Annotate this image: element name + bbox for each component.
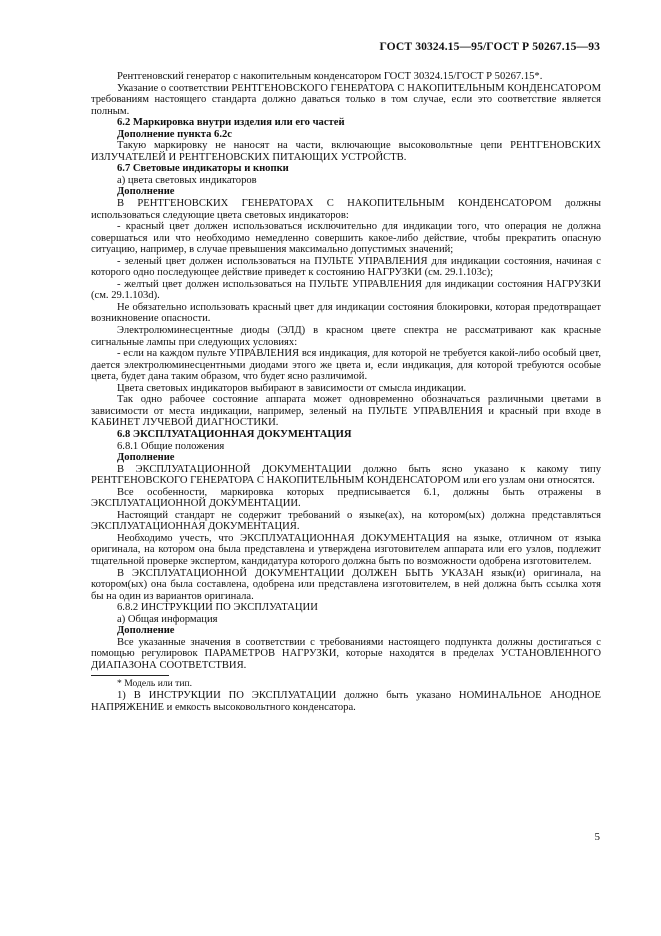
page-number: 5 [594, 831, 600, 843]
paragraph: Такую маркировку не наносят на части, включающие высоковольтные цепи РЕНТГЕНОВСКИХ ИЗЛУЧАТЕЛЕЙ И РЕНТГЕНОВСКИХ ПИТАЮЩИХ УСТРОЙСТВ. [91, 140, 601, 163]
paragraph: Рентгеновский генератор с накопительным конденсатором ГОСТ 30324.15/ГОСТ Р 50267.15*. [117, 71, 543, 82]
paragraph: 1) В ИНСТРУКЦИИ ПО ЭКСПЛУАТАЦИИ должно быть указано НОМИНАЛЬНОЕ АНОДНОЕ НАПРЯЖЕНИЕ и емкость высоковольтного конденсатора. [91, 689, 601, 713]
paragraph: Указание о соответствии РЕНТГЕНОВСКОГО ГЕНЕРАТОРА С НАКОПИТЕЛЬНЫМ КОНДЕНСАТОРОМ требованиям настоящего стандарта должно даваться только в том случае, если это соответствие является полным. [91, 82, 601, 117]
paragraph: В РЕНТГЕНОВСКИХ ГЕНЕРАТОРАХ С НАКОПИТЕЛЬНЫМ КОНДЕНСАТОРОМ должны использоваться следующие цвета световых индикаторов: [91, 198, 601, 221]
list-item: - желтый цвет должен использоваться на ПУЛЬТЕ УПРАВЛЕНИЯ для индикации состояния НАГРУЗКИ (см. 29.1.103d). [91, 278, 601, 302]
paragraph: Необходимо учесть, что ЭКСПЛУАТАЦИОННАЯ ДОКУМЕНТАЦИЯ на языке, отличном от языка оригинала, на котором она была представлена и утверждена изготовителем аппарата или его узлов, подлежит тщательной проверке экспертом, кандидатура которого должна быть по возможности одобрена изготовителем. [91, 532, 601, 567]
list-item: - зеленый цвет должен использоваться на ПУЛЬТЕ УПРАВЛЕНИЯ для индикации состояния, начиная с которого одно последующее действие приведет к состоянию НАГРУЗКИ (см. 29.1.103с); [91, 255, 601, 279]
paragraph: Цвета световых индикаторов выбирают в зависимости от смысла индикации. [117, 382, 467, 394]
paragraph: а) Общая информация [117, 613, 218, 625]
paragraph: Все особенности, маркировка которых предписывается 6.1, должны быть отражены в ЭКСПЛУАТАЦИОННОЙ ДОКУМЕНТАЦИИ. [91, 486, 601, 510]
subheading: Дополнение [117, 452, 175, 464]
subsection-heading: 6.8.1 Общие положения [117, 440, 225, 452]
document-body [91, 71, 601, 713]
paragraph: Все указанные значения в соответствии с требованиями настоящего подпункта должны достигаться с помощью регулировок ПАРАМЕТРОВ НАГРУЗКИ, которые находятся в пределах УСТАНОВЛЕННОГО ДИАПАЗОНА СООТВЕТСТВИЯ. [91, 636, 601, 671]
subheading: Дополнение пункта 6.2с [117, 128, 232, 140]
subheading: Дополнение [117, 186, 175, 198]
list-item: - красный цвет должен использоваться исключительно для индикации того, что операция не должна совершаться или что необходимо немедленно совершить какое-либо действие, чтобы прекратить опасную ситуацию, например, в случае превышения максимально допустимых значений; [91, 221, 601, 256]
paragraph: В ЭКСПЛУАТАЦИОННОЙ ДОКУМЕНТАЦИИ ДОЛЖЕН БЫТЬ УКАЗАН язык(и) оригинала, на котором(ых) она была составлена, одобрена или представлена изготовителем, в ней должна быть ссылка хотя бы на один из вариантов оригинала. [91, 567, 601, 602]
subheading: Дополнение [117, 625, 175, 637]
list-item: - если на каждом пульте УПРАВЛЕНИЯ вся индикация, для которой не требуется какой-либо особый цвет, дается электролюминесцентными диодами этого же цвета и, если индикация, для которой требуются особые цвета, будет дана таким образом, что будет ясно различимой. [91, 348, 601, 383]
footnote: * Модель или тип. [117, 678, 193, 690]
paragraph: Электролюминесцентные диоды (ЭЛД) в красном цвете спектра не рассматривают как красные сигнальные лампы при следующих условиях: [91, 325, 601, 348]
subsection-heading: 6.8.2 ИНСТРУКЦИИ ПО ЭКСПЛУАТАЦИИ [117, 602, 318, 614]
paragraph: а) цвета световых индикаторов [117, 174, 257, 186]
paragraph: В ЭКСПЛУАТАЦИОННОЙ ДОКУМЕНТАЦИИ должно быть ясно указано к какому типу РЕНТГЕНОВСКОГО ГЕНЕРАТОРА С НАКОПИТЕЛЬНЫМ КОНДЕНСАТОРОМ или его узлам они относятся. [91, 463, 601, 487]
paragraph: Настоящий стандарт не содержит требований о языке(ах), на котором(ых) должна представляться ЭКСПЛУАТАЦИОННАЯ ДОКУМЕНТАЦИЯ. [91, 509, 601, 533]
section-heading-6-2: 6.2 Маркировка внутри изделия или его частей [117, 117, 345, 129]
section-heading-6-8: 6.8 ЭКСПЛУАТАЦИОННАЯ ДОКУМЕНТАЦИЯ [117, 428, 352, 440]
footnote-divider [91, 675, 169, 676]
paragraph: Так одно рабочее состояние аппарата может одновременно обозначаться различными цветами в зависимости от места индикации, например, зеленый на ПУЛЬТЕ УПРАВЛЕНИЯ и красный при входе в КАБИНЕТ ЛУЧЕВОЙ ДИАГНОСТИКИ. [91, 394, 601, 429]
paragraph: Не обязательно использовать красный цвет для индикации состояния блокировки, которая предотвращает возникновение опасности. [91, 301, 601, 325]
section-heading-6-7: 6.7 Световые индикаторы и кнопки [117, 163, 289, 175]
page-header: ГОСТ 30324.15—95/ГОСТ Р 50267.15—93 [379, 40, 600, 53]
